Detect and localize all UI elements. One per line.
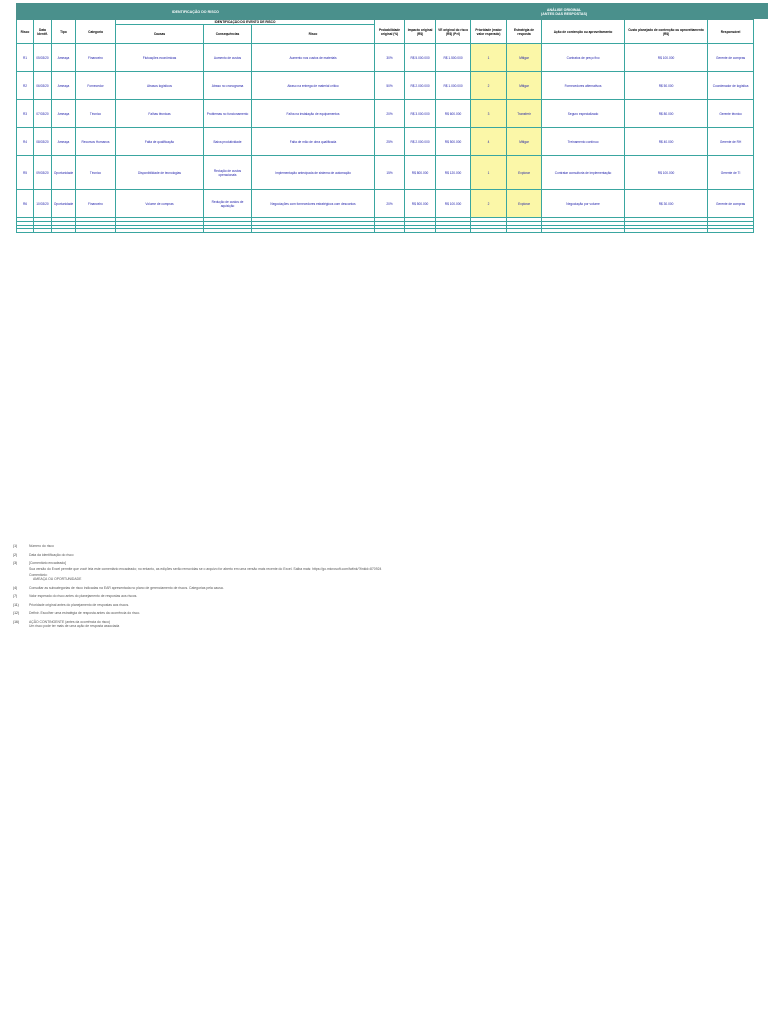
cell-consequence[interactable]: Problemas no funcionamento [204, 100, 252, 128]
col-header-cost: Custo planejado de contenção ou aproveitamento (R$) [625, 20, 708, 44]
note-item [13, 620, 753, 628]
col-header-impact: Impacto original (R$) [405, 20, 436, 44]
cell-id[interactable]: R6 [17, 190, 34, 218]
col-header-consequence: Consequências [204, 25, 252, 44]
col-header-priority: Prioridade (maior valor esperado) [471, 20, 507, 44]
cell-cost[interactable]: R$ 50.000 [625, 72, 708, 100]
note-item [13, 544, 753, 548]
note-text: Prioridade original antes do planejamento de respostas aos riscos. [29, 602, 130, 607]
cell-category[interactable]: Técnico [76, 100, 116, 128]
cell-cause[interactable]: Flutuações econômicas [116, 44, 204, 72]
cell-id[interactable]: R3 [17, 100, 34, 128]
cell-category[interactable]: Técnico [76, 156, 116, 190]
cell-strategy[interactable]: Explorar [507, 190, 542, 218]
header-band-extension [753, 3, 768, 19]
col-header-type: Tipo [52, 20, 76, 44]
cell-probability[interactable]: 50% [375, 72, 405, 100]
cell-owner[interactable]: Gerente de RH [708, 128, 754, 156]
cell-value[interactable]: R$ 1.000.000 [436, 72, 471, 100]
note-text: Valor esperado do risco antes do planejamento de respostas aos riscos. [29, 594, 138, 598]
note-subtext: Sua versão do Excel permite que você leia este comentário encadeado; no entanto, as edições serão removidas se o arquivo for aberto em uma versão mais recente do Excel. Saiba mais: https://go.microsoft.com/fwlink/?linkid=870924 [29, 567, 382, 571]
notes-section [13, 544, 753, 632]
col-header-action: Ação de contenção ou aproveitamento [542, 20, 625, 44]
cell-priority[interactable]: 2 [471, 190, 507, 218]
cell-priority[interactable]: 1 [471, 44, 507, 72]
cell-impact[interactable]: R$ 800.000 [405, 156, 436, 190]
cell-risk[interactable]: Negociações com fornecedores estratégicos com descontos [252, 190, 375, 218]
col-header-owner: Responsável [708, 20, 754, 44]
cell-probability[interactable]: 20% [375, 100, 405, 128]
cell-cause[interactable]: Falhas técnicas [116, 100, 204, 128]
note-text: [Comentário encadeado] [29, 561, 67, 565]
group-header-identification: IDENTIFICAÇÃO DO RISCO [17, 4, 375, 20]
note-text: AÇÃO CONTINGENTE (antes da ocorrência do risco) [29, 619, 111, 624]
cell-probability[interactable]: 20% [375, 190, 405, 218]
cell-action[interactable]: Contratar consultoria de implementação [542, 156, 625, 190]
note-code: (7) [13, 594, 18, 598]
cell-category[interactable]: Financeiro [76, 190, 116, 218]
cell-priority[interactable]: 1 [471, 156, 507, 190]
note-code: (3) [13, 561, 18, 565]
table-row [17, 100, 754, 128]
cell-priority[interactable]: 3 [471, 100, 507, 128]
cell-risk[interactable]: Falha na instalação de equipamentos [252, 100, 375, 128]
note-text: Definir. Escolher uma estratégia de resposta antes da ocorrência do risco. [29, 611, 141, 615]
cell-cause[interactable]: Disponibilidade de tecnologias [116, 156, 204, 190]
col-header-cause: Causas [116, 25, 204, 44]
cell-category[interactable]: Fornecedor [76, 72, 116, 100]
cell-date[interactable]: 10/03/20 [34, 190, 52, 218]
note-code: (4) [13, 585, 18, 590]
cell-probability[interactable]: 30% [375, 44, 405, 72]
note-subtext-label: Comentário: [29, 573, 48, 577]
cell-action[interactable]: Fornecedores alternativos [542, 72, 625, 100]
col-header-risk: Risco [252, 25, 375, 44]
table-row [17, 72, 754, 100]
cell-strategy[interactable]: Explorar [507, 156, 542, 190]
note-text: Consultar as subcategorias de risco indicadas na EAR apresentada no plano de gerenciamento de riscos. Categorias pela causa. [29, 585, 224, 590]
cell-value[interactable]: R$ 120.000 [436, 156, 471, 190]
table-row [17, 128, 754, 156]
cell-cost[interactable]: R$ 80.000 [625, 100, 708, 128]
cell-type[interactable]: Ameaça [52, 72, 76, 100]
note-item [13, 561, 753, 581]
note-code: (12) [13, 611, 20, 615]
cell-action[interactable]: Contratos de preço fixo [542, 44, 625, 72]
cell-cause[interactable]: Volume de compras [116, 190, 204, 218]
cell-consequence[interactable]: Redução de custos de aquisição [204, 190, 252, 218]
cell-value[interactable]: R$ 500.000 [436, 128, 471, 156]
cell-value[interactable]: R$ 600.000 [436, 100, 471, 128]
cell-cost[interactable]: R$ 40.000 [625, 128, 708, 156]
note-item [13, 603, 753, 607]
table-row [17, 190, 754, 218]
col-header-id: Risco [17, 20, 34, 44]
cell-id[interactable]: R5 [17, 156, 34, 190]
note-item [13, 611, 753, 615]
cell-date[interactable]: 06/03/20 [34, 72, 52, 100]
col-header-category: Categoria [76, 20, 116, 44]
cell-type[interactable]: Oportunidade [52, 190, 76, 218]
note-subtext: AMEAÇA OU OPORTUNIDADE [33, 577, 82, 581]
col-header-date: Data Identif. [34, 20, 52, 44]
note-item [13, 586, 753, 590]
cell-risk[interactable]: Implementação antecipada de sistema de automação [252, 156, 375, 190]
cell-action[interactable]: Treinamento contínuo [542, 128, 625, 156]
cell-date[interactable]: 05/03/20 [34, 44, 52, 72]
cell-date[interactable]: 08/03/20 [34, 128, 52, 156]
empty-row [17, 229, 754, 233]
table-row [17, 44, 754, 72]
cell-type[interactable]: Ameaça [52, 44, 76, 72]
cell-cost[interactable]: R$ 100.000 [625, 156, 708, 190]
subgroup-header-event: IDENTIFICAÇÃO DO EVENTO DE RISCO [116, 20, 375, 25]
cell-id[interactable]: R1 [17, 44, 34, 72]
cell-category[interactable]: Recursos Humanos [76, 128, 116, 156]
note-code: (1) [13, 544, 18, 548]
cell-priority[interactable]: 4 [471, 128, 507, 156]
cell-owner[interactable]: Coordenador de logística [708, 72, 754, 100]
risk-register-sheet [16, 3, 768, 233]
cell-risk[interactable]: Aumento nos custos de materiais [252, 44, 375, 72]
table-row [17, 156, 754, 190]
cell-consequence[interactable]: Baixa produtividade [204, 128, 252, 156]
col-header-probability: Probabilidade original (%) [375, 20, 405, 44]
cell-cost[interactable]: R$ 30.000 [625, 190, 708, 218]
note-subtext: Um risco pode ter mais de uma ação de resposta associada [29, 623, 120, 628]
note-code: (2) [13, 552, 18, 557]
cell-value[interactable]: R$ 1.500.000 [436, 44, 471, 72]
cell-consequence[interactable]: Atraso no cronograma [204, 72, 252, 100]
cell-strategy[interactable]: Mitigar [507, 44, 542, 72]
cell-cause[interactable]: Falta de qualificação [116, 128, 204, 156]
cell-impact[interactable]: R$ 2.000.000 [405, 72, 436, 100]
cell-strategy[interactable]: Mitigar [507, 72, 542, 100]
note-code: (16) [13, 619, 20, 624]
cell-type[interactable]: Ameaça [52, 100, 76, 128]
cell-action[interactable]: Negociação por volume [542, 190, 625, 218]
cell-owner[interactable]: Gerente de TI [708, 156, 754, 190]
note-item [13, 594, 753, 598]
cell-probability[interactable]: 15% [375, 156, 405, 190]
note-code: (11) [13, 602, 19, 607]
cell-priority[interactable]: 2 [471, 72, 507, 100]
cell-probability[interactable]: 25% [375, 128, 405, 156]
note-text: Número do risco [29, 544, 54, 548]
cell-consequence[interactable]: Aumento de custos [204, 44, 252, 72]
col-header-value: VE original do risco (R$) (P×I) [436, 20, 471, 44]
cell-strategy[interactable]: Transferir [507, 100, 542, 128]
cell-cause[interactable]: Atrasos logísticos [116, 72, 204, 100]
cell-risk[interactable]: Atraso na entrega de material crítico [252, 72, 375, 100]
cell-category[interactable]: Financeiro [76, 44, 116, 72]
cell-risk[interactable]: Falta de mão de obra qualificada [252, 128, 375, 156]
cell-id[interactable]: R4 [17, 128, 34, 156]
cell-type[interactable]: Oportunidade [52, 156, 76, 190]
cell-impact[interactable]: R$ 500.000 [405, 190, 436, 218]
cell-impact[interactable]: R$ 3.000.000 [405, 100, 436, 128]
cell-impact[interactable]: R$ 5.000.000 [405, 44, 436, 72]
cell-owner[interactable]: Gerente de compras [708, 190, 754, 218]
cell-id[interactable]: R2 [17, 72, 34, 100]
cell-date[interactable]: 07/03/20 [34, 100, 52, 128]
cell-action[interactable]: Seguro especializado [542, 100, 625, 128]
note-item [13, 553, 753, 557]
cell-value[interactable]: R$ 100.000 [436, 190, 471, 218]
cell-strategy[interactable]: Mitigar [507, 128, 542, 156]
cell-impact[interactable]: R$ 2.000.000 [405, 128, 436, 156]
group-header-original-analysis: ANÁLISE ORIGINAL (ANTES DAS RESPOSTAS) [375, 4, 754, 20]
cell-cost[interactable]: R$ 100.000 [625, 44, 708, 72]
cell-date[interactable]: 09/03/20 [34, 156, 52, 190]
note-text: Data da identificação do risco [29, 552, 74, 557]
cell-owner[interactable]: Gerente técnico [708, 100, 754, 128]
col-header-strategy: Estratégia de resposta [507, 20, 542, 44]
cell-type[interactable]: Ameaça [52, 128, 76, 156]
cell-consequence[interactable]: Redução de custos operacionais [204, 156, 252, 190]
cell-owner[interactable]: Gerente de compras [708, 44, 754, 72]
risk-register-table [16, 3, 754, 233]
